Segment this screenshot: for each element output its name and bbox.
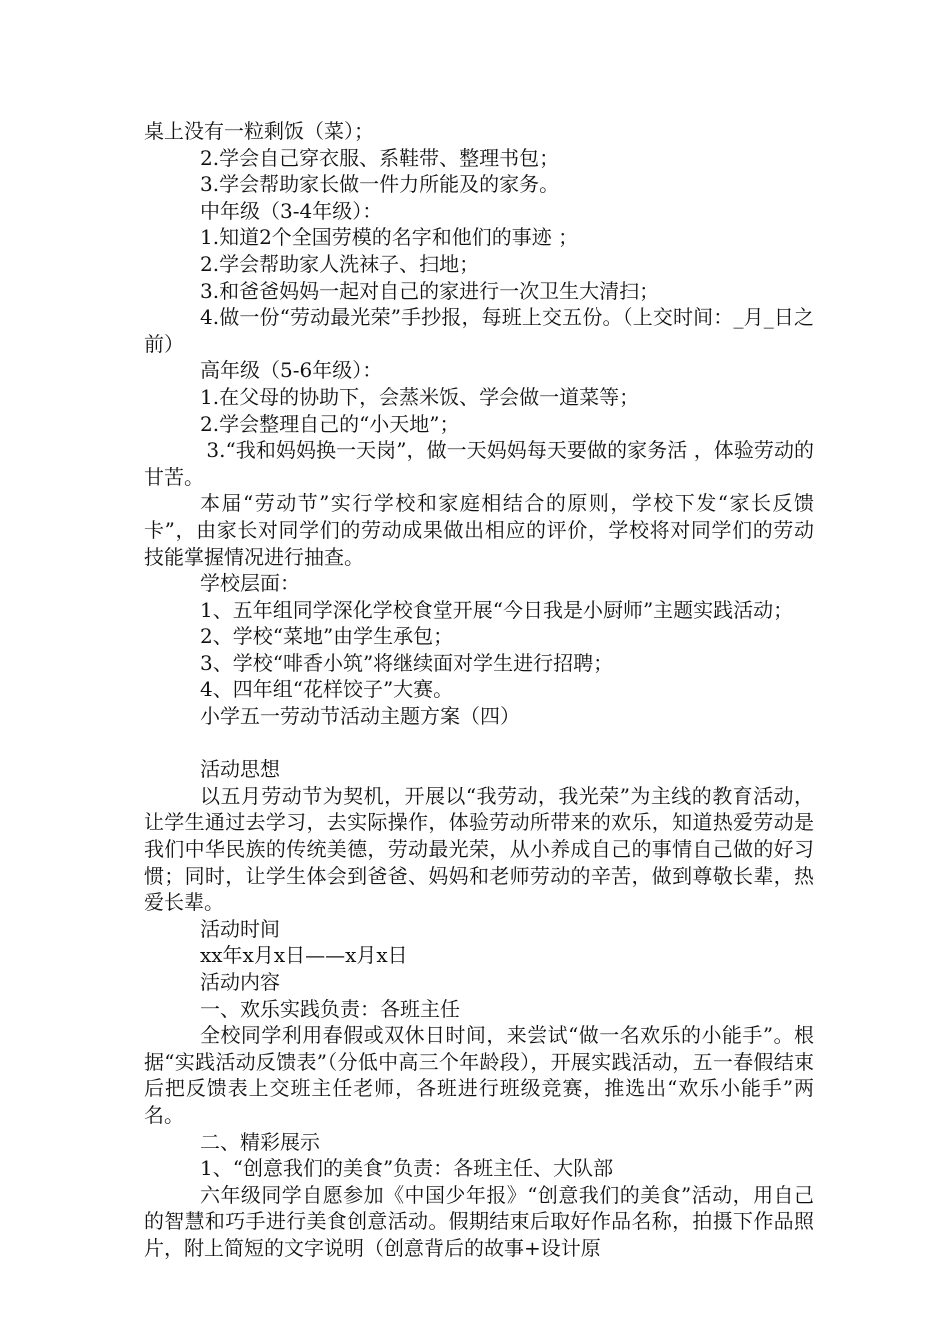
paragraph: 桌上没有一粒剩饭（菜）； — [144, 119, 374, 143]
paragraph: 1.在父母的协助下，会蒸米饭、学会做一道菜等； — [200, 384, 640, 409]
document-body — [144, 118, 814, 1262]
paragraph: 1.知道2个全国劳模的名字和他们的事迹 ； — [200, 225, 579, 250]
paragraph: 2.学会帮助家人洗袜子、扫地； — [200, 251, 480, 276]
paragraph: 3.学会帮助家长做一件力所能及的家务。 — [200, 172, 560, 197]
paragraph: 本届“劳动节”实行学校和家庭相结合的原则，学校下发“家长反馈卡”，由家长对同学们的劳动成果做出相应的评价，学校将对同学们的劳动技能掌握情况进行抽查。 — [144, 491, 814, 569]
paragraph: 活动思想 — [200, 757, 280, 782]
paragraph: 一、欢乐实践负责：各班主任 — [200, 996, 460, 1021]
paragraph: 2、学校“菜地”由学生承包； — [200, 624, 454, 649]
paragraph: 二、精彩展示 — [200, 1129, 320, 1154]
paragraph: 中年级（3-4年级）： — [200, 198, 383, 223]
paragraph: 全校同学利用春假或双休日时间，来尝试“做一名欢乐的小能手”。根据“实践活动反馈表”（分低中高三个年龄段），开展实践活动，五一春假结束后把反馈表上交班主任老师，各班进行班级竞赛，推选出“欢乐小能手”两名。 — [144, 1023, 814, 1127]
paragraph: 学校层面： — [200, 571, 300, 596]
paragraph: 以五月劳动节为契机，开展以“我劳动，我光荣”为主线的教育活动，让学生通过去学习，去实际操作，体验劳动所带来的欢乐，知道热爱劳动是我们中华民族的传统美德，劳动最光荣，从小养成自己的事情自己做的好习惯；同时，让学生体会到爸爸、妈妈和老师劳动的辛苦，做到尊敬长辈，热爱长辈。 — [144, 783, 814, 915]
paragraph: 活动时间 — [200, 916, 280, 941]
paragraph: 2.学会整理自己的“小天地”； — [200, 411, 460, 436]
blank-line — [144, 730, 814, 757]
paragraph: 4、四年组“花样饺子”大赛。 — [200, 677, 454, 702]
paragraph: 3、学校“啡香小筑”将继续面对学生进行招聘； — [200, 650, 614, 675]
paragraph: 3.和爸爸妈妈一起对自己的家进行一次卫生大清扫； — [200, 278, 660, 303]
paragraph: 高年级（5-6年级）： — [200, 358, 383, 383]
paragraph: 1、“创意我们的美食”负责：各班主任、大队部 — [200, 1156, 614, 1181]
paragraph: 1、五年组同学深化学校食堂开展“今日我是小厨师”主题实践活动； — [200, 597, 794, 622]
paragraph: 活动内容 — [200, 970, 280, 994]
paragraph: 六年级同学自愿参加《中国少年报》“创意我们的美食”活动，用自己的智慧和巧手进行美食创意活动。假期结束后取好作品名称，拍摄下作品照片，附上简短的文字说明（创意背后的故事+设计原 — [144, 1182, 814, 1260]
paragraph: 小学五一劳动节活动主题方案（四） — [200, 704, 520, 729]
paragraph: xx年x月x日——x月x日 — [200, 943, 408, 968]
paragraph: 3.“我和妈妈换一天岗”，做一天妈妈每天要做的家务活 ，体验劳动的甘苦。 — [144, 438, 815, 489]
paragraph: 4.做一份“劳动最光荣”手抄报，每班上交五份。（上交时间：_月_日之前） — [144, 305, 814, 356]
paragraph: 2.学会自己穿衣服、系鞋带、整理书包； — [200, 145, 560, 170]
